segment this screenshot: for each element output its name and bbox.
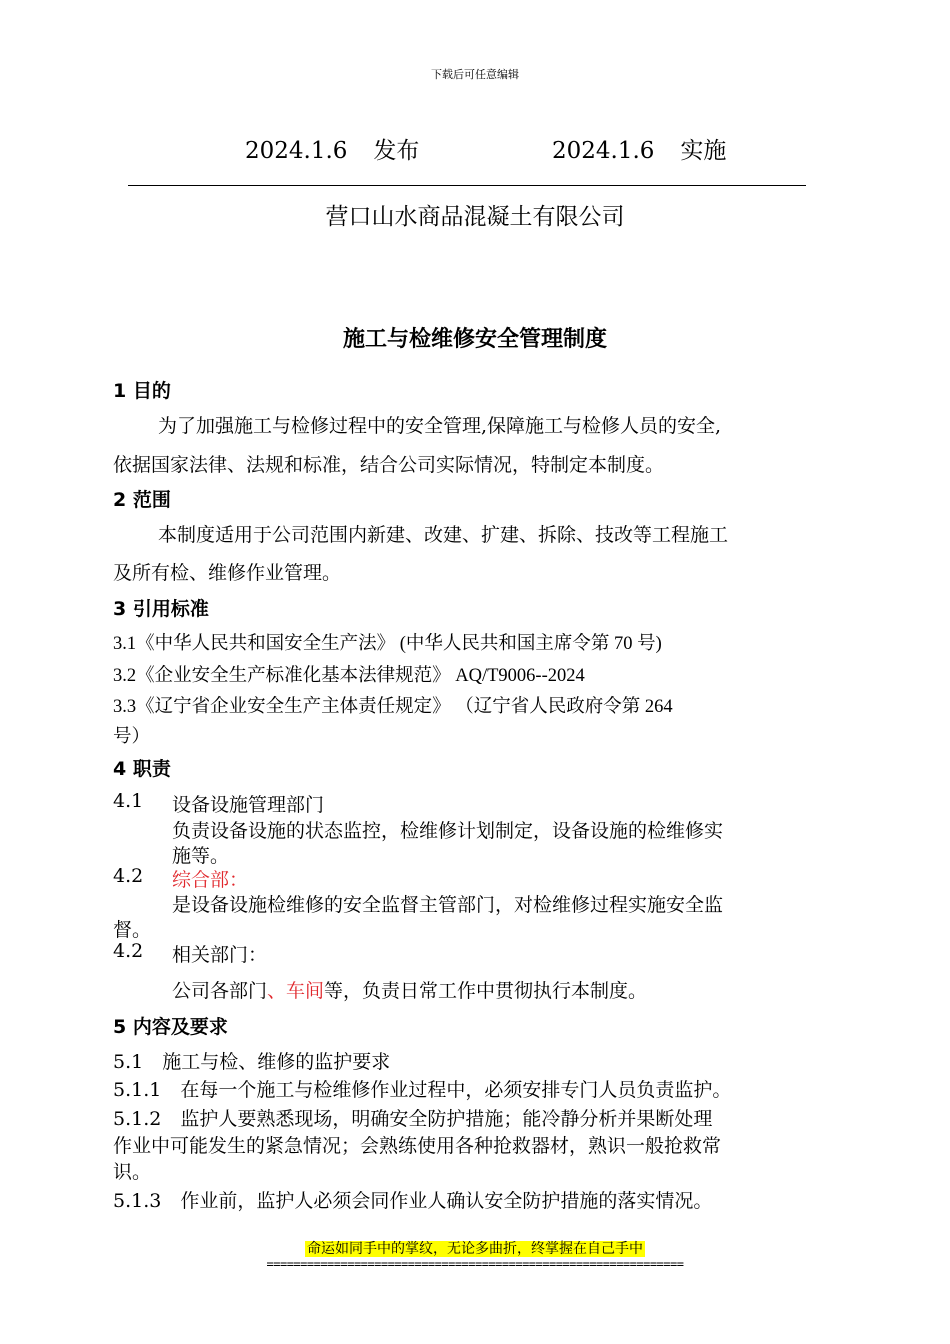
reference-3-2: 3.2《企业安全生产标准化基本法律规范》 AQ/T9006--2024 bbox=[113, 666, 585, 686]
section-2-line-2: 及所有检、维修作业管理。 bbox=[113, 562, 342, 584]
footer-rule: ============================================================== bbox=[266, 1257, 684, 1271]
item-4-3-number: 4.2 bbox=[113, 940, 144, 962]
section-3-heading: 3 引用标准 bbox=[113, 598, 209, 620]
item-4-3-part-1: 公司各部门 bbox=[172, 980, 268, 1002]
effective-date: 2024.1.6 bbox=[552, 138, 655, 164]
section-2-line-1: 本制度适用于公司范围内新建、改建、扩建、拆除、技改等工程施工 bbox=[158, 524, 729, 546]
section-2-heading: 2 范围 bbox=[113, 489, 171, 511]
effective-date-block bbox=[552, 132, 726, 165]
section-1-line-2: 依据国家法律、法规和标准，结合公司实际情况，特制定本制度。 bbox=[113, 454, 665, 476]
item-4-2-title: 综合部： bbox=[172, 869, 249, 891]
item-4-3-body bbox=[172, 976, 647, 1003]
section-5-heading: 5 内容及要求 bbox=[113, 1016, 228, 1038]
item-4-3-title: 相关部门： bbox=[172, 944, 268, 966]
reference-3-3: 3.3《辽宁省企业安全生产主体责任规定》 （辽宁省人民政府令第 264 bbox=[113, 697, 673, 717]
section-5-line-5: 识。 bbox=[113, 1161, 152, 1183]
item-4-3-part-3: 等，负责日常工作中贯彻执行本制度。 bbox=[324, 980, 648, 1002]
page-header-note: 下载后可任意编辑 bbox=[431, 68, 519, 81]
release-date: 2024.1.6 bbox=[245, 138, 348, 164]
item-4-1-title: 设备设施管理部门 bbox=[172, 794, 325, 816]
release-date-block bbox=[245, 132, 419, 165]
header-divider bbox=[128, 185, 806, 186]
section-5-line-1: 5.1 施工与检、维修的监护要求 bbox=[113, 1051, 391, 1073]
footer-motto: 命运如同手中的掌纹，无论多曲折，终掌握在自己手中 bbox=[307, 1241, 643, 1257]
section-5-line-2: 5.1.1 在每一个施工与检维修作业过程中，必须安排专门人员负责监护。 bbox=[113, 1079, 732, 1101]
reference-3-3-cont: 号） bbox=[113, 727, 151, 747]
section-5-line-4: 作业中可能发生的紧急情况；会熟练使用各种抢救器材，熟识一般抢救常 bbox=[113, 1135, 722, 1157]
document-title: 施工与检维修安全管理制度 bbox=[342, 327, 607, 352]
item-4-1-line-2: 施等。 bbox=[172, 845, 230, 867]
release-label: 发布 bbox=[373, 138, 420, 164]
effective-label: 实施 bbox=[680, 138, 727, 164]
company-name: 营口山水商品混凝土有限公司 bbox=[325, 204, 625, 230]
section-5-line-6: 5.1.3 作业前，监护人必须会同作业人确认安全防护措施的落实情况。 bbox=[113, 1190, 713, 1212]
item-4-1-line-1: 负责设备设施的状态监控，检维修计划制定，设备设施的检维修实 bbox=[172, 820, 724, 842]
item-4-1-number: 4.1 bbox=[113, 790, 144, 812]
section-1-line-1: 为了加强施工与检修过程中的安全管理,保障施工与检修人员的安全, bbox=[158, 415, 722, 437]
section-4-heading: 4 职责 bbox=[113, 758, 171, 780]
reference-3-1: 3.1《中华人民共和国安全生产法》 (中华人民共和国主席令第 70 号) bbox=[113, 634, 662, 654]
item-4-2-line-2: 督。 bbox=[113, 919, 152, 941]
item-4-2-line-1: 是设备设施检维修的安全监督主管部门，对检维修过程实施安全监 bbox=[172, 894, 724, 916]
section-5-line-3: 5.1.2 监护人要熟悉现场，明确安全防护措施；能冷静分析并果断处理 bbox=[113, 1108, 713, 1130]
item-4-3-part-2: 、车间 bbox=[267, 980, 325, 1002]
item-4-2-number: 4.2 bbox=[113, 865, 144, 887]
section-1-heading: 1 目的 bbox=[113, 380, 171, 402]
footer-motto-block bbox=[0, 1238, 950, 1258]
